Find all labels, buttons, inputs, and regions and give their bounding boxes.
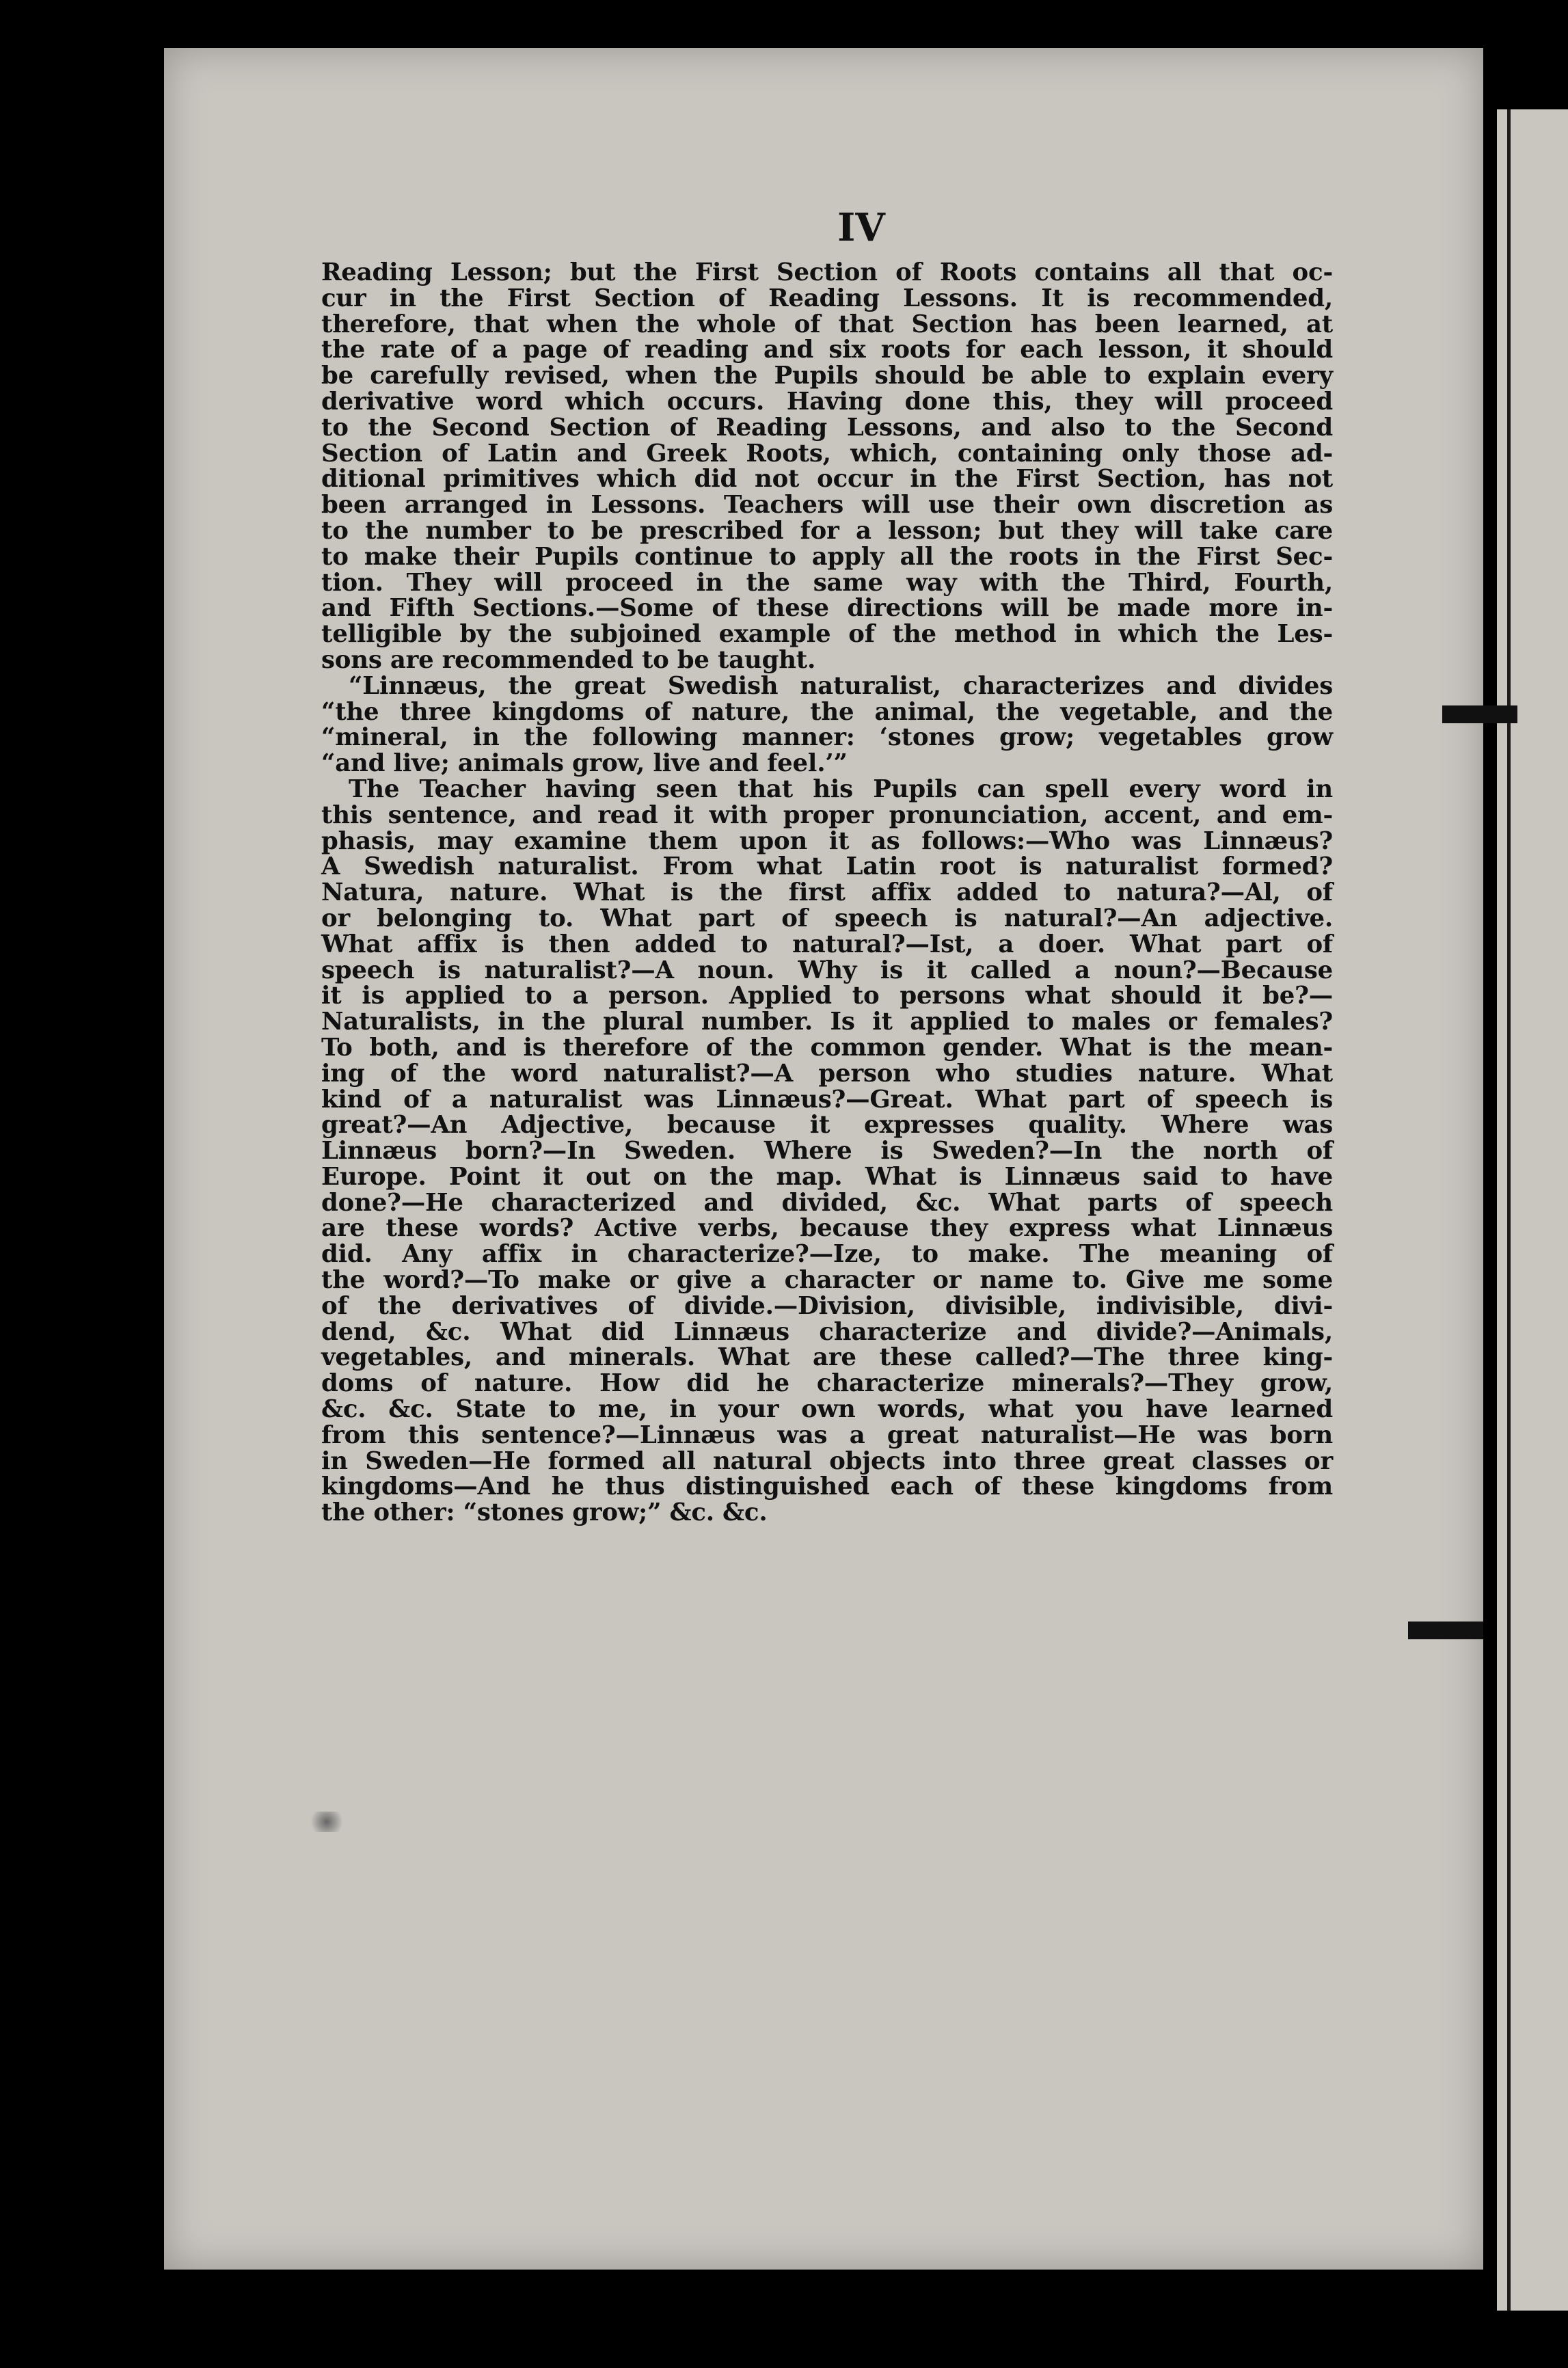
text-line: doms of nature. How did he characterize minerals?—They grow, [321, 1369, 1333, 1398]
text-line: Linnæus born?—In Sweden. Where is Sweden?—In the north of [321, 1137, 1333, 1166]
text-line: and Fifth Sections.—Some of these directions will be made more in- [321, 594, 1333, 623]
text-line: the rate of a page of reading and six roots for each lesson, it should [321, 336, 1333, 364]
text-line: it is applied to a person. Applied to persons what should it be?— [321, 982, 1333, 1010]
text-line: Europe. Point it out on the map. What is Linnæus said to have [321, 1162, 1333, 1191]
text-line: the word?—To make or give a character or name to. Give me some [321, 1266, 1333, 1295]
text-line: ing of the word naturalist?—A person who studies nature. What [321, 1059, 1333, 1088]
text-line: speech is naturalist?—A noun. Why is it called a noun?—Because [321, 956, 1333, 984]
text-line: therefore, that when the whole of that Section has been learned, at [321, 310, 1333, 338]
text-line: did. Any affix in characterize?—Ize, to make. The meaning of [321, 1240, 1333, 1269]
text-line: be carefully revised, when the Pupils should be able to explain every [321, 362, 1333, 390]
text-line: dend, &c. What did Linnæus characterize and divide?—Animals, [321, 1317, 1333, 1346]
text-line: ditional primitives which did not occur in the First Section, has not [321, 465, 1333, 494]
text-line: “Linnæus, the great Swedish naturalist, characterizes and divides [349, 671, 1333, 700]
text-line: A Swedish naturalist. From what Latin root is naturalist formed? [321, 852, 1333, 881]
text-line: or belonging to. What part of speech is natural?—An adjective. [321, 904, 1333, 932]
binding-mark-top [1442, 705, 1517, 723]
text-line: &c. &c. State to me, in your own words, what you have learned [321, 1395, 1333, 1424]
text-line: great?—An Adjective, because it expresses quality. Where was [321, 1111, 1333, 1140]
text-line: in Sweden—He formed all natural objects into three great classes or [321, 1447, 1333, 1475]
text-line: to the number to be prescribed for a lesson; but they will take care [321, 516, 1333, 545]
text-line: sons are recommended to be taught. [321, 645, 816, 674]
text-line: the other: “stones grow;” &c. &c. [321, 1498, 768, 1527]
text-line: To both, and is therefore of the common gender. What is the mean- [321, 1033, 1333, 1062]
text-line: What affix is then added to natural?—Ist, a doer. What part of [321, 930, 1333, 958]
text-line: “the three kingdoms of nature, the animal, the vegetable, and the [321, 697, 1333, 726]
text-line: tion. They will proceed in the same way with the Third, Fourth, [321, 568, 1333, 597]
text-line: to make their Pupils continue to apply all the roots in the First Sec- [321, 542, 1333, 571]
text-line: Naturalists, in the plural number. Is it applied to males or females? [321, 1008, 1333, 1036]
text-line: kingdoms—And he thus distinguished each of these kingdoms from [321, 1472, 1333, 1501]
text-line: Section of Latin and Greek Roots, which, containing only those ad- [321, 439, 1333, 468]
body-text [321, 260, 1333, 1526]
text-line: The Teacher having seen that his Pupils can spell every word in [349, 775, 1333, 803]
text-line: of the derivatives of divide.—Division, divisible, indivisible, divi- [321, 1291, 1333, 1320]
text-line: telligible by the subjoined example of the method in which the Les- [321, 620, 1333, 649]
text-line: vegetables, and minerals. What are these called?—The three king- [321, 1343, 1333, 1372]
text-line: “and live; animals grow, live and feel.’” [321, 749, 848, 778]
text-line: derivative word which occurs. Having done this, they will proceed [321, 387, 1333, 416]
text-line: cur in the First Section of Reading Lessons. It is recommended, [321, 284, 1333, 312]
text-line: this sentence, and read it with proper pronunciation, accent, and em- [321, 800, 1333, 829]
page-number: IV [837, 205, 885, 250]
text-line: from this sentence?—Linnæus was a great naturalist—He was born [321, 1421, 1333, 1449]
text-line: done?—He characterized and divided, &c. What parts of speech [321, 1188, 1333, 1217]
text-line: Reading Lesson; but the First Section of Roots contains all that oc- [321, 258, 1333, 286]
text-line: kind of a naturalist was Linnæus?—Great. What part of speech is [321, 1085, 1333, 1114]
text-line: phasis, may examine them upon it as follows:—Who was Linnæus? [321, 826, 1333, 855]
binding-mark-bottom [1408, 1622, 1483, 1639]
text-line: been arranged in Lessons. Teachers will use their own discretion as [321, 491, 1333, 520]
text-line: to the Second Section of Reading Lessons, and also to the Second [321, 413, 1333, 442]
text-line: Natura, nature. What is the first affix added to natura?—Al, of [321, 878, 1333, 907]
text-line: are these words? Active verbs, because they express what Linnæus [321, 1214, 1333, 1243]
text-line: “mineral, in the following manner: ‘stones grow; vegetables grow [321, 723, 1333, 752]
adjacent-page-edge [1507, 109, 1511, 2311]
ink-smudge [306, 1812, 347, 1832]
